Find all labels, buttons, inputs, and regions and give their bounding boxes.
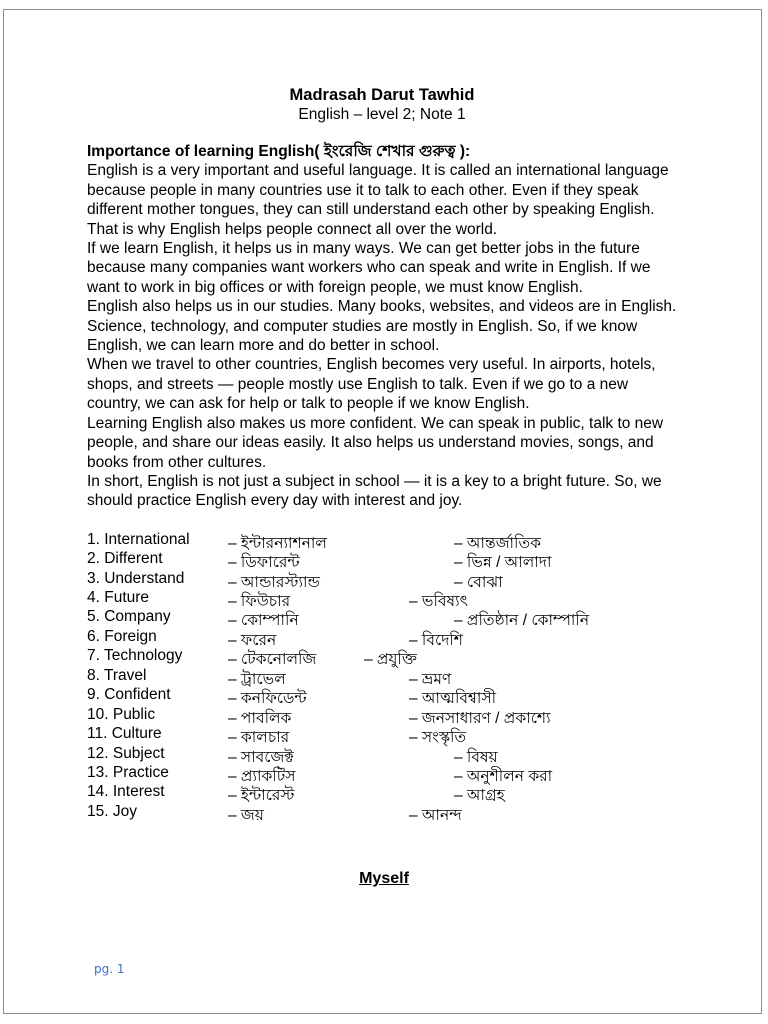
vocab-word: 12. Subject <box>87 744 165 762</box>
vocab-pronunciation: – ডিফারেন্ট <box>228 554 300 572</box>
vocab-word: 8. Travel <box>87 666 147 684</box>
vocab-pronunciation: – কোম্পানি <box>228 612 299 630</box>
paragraph: English is a very important and useful language. It is called an international language because people in many countries use it to talk to each other. Even if they speak different mother tongues, they can still understand each other by speaking English. That is why English helps people connect all over the world. <box>87 162 669 238</box>
vocab-meaning: – ভবিষ্যৎ <box>409 593 468 611</box>
vocab-meaning: – আন্তর্জাতিক <box>454 534 541 552</box>
vocab-meaning: – আগ্রহ <box>454 787 505 805</box>
vocab-meaning: – ভ্রমণ <box>409 670 452 688</box>
vocab-meaning: – প্রযুক্তি <box>364 651 417 669</box>
vocab-pronunciation: – ফরেন <box>228 631 277 649</box>
vocab-pronunciation: – ফিউচার <box>228 593 291 611</box>
document-subtitle: English – level 2; Note 1 <box>298 106 466 123</box>
vocab-word: 5. Company <box>87 608 171 626</box>
vocab-pronunciation: – সাবজেক্ট <box>228 748 294 766</box>
vocabulary-row <box>87 628 677 647</box>
vocab-pronunciation: – কালচার <box>228 729 290 747</box>
vocab-word: 2. Different <box>87 550 163 568</box>
paragraph: English also helps us in our studies. Many books, websites, and videos are in English. Science, technology, and computer studies are mostly in English. So, if we know English, we can learn more and do better in school. <box>87 298 677 355</box>
vocabulary-row <box>87 783 677 805</box>
vocab-word: 6. Foreign <box>87 627 157 645</box>
vocabulary-row <box>87 725 677 747</box>
vocab-meaning: – বিদেশি <box>409 631 463 649</box>
vocab-word: 7. Technology <box>87 647 183 665</box>
vocab-meaning: – আত্মবিশ্বাসী <box>409 690 497 708</box>
vocab-pronunciation: – কনফিডেন্ট <box>228 690 307 708</box>
vocab-pronunciation: – টেকনোলজি <box>228 651 317 669</box>
vocab-word: 13. Practice <box>87 763 169 781</box>
vocab-meaning: – অনুশীলন করা <box>454 767 553 785</box>
vocab-word: 3. Understand <box>87 569 185 587</box>
vocabulary-row <box>87 550 677 572</box>
vocab-word: 15. Joy <box>87 802 137 820</box>
vocab-meaning: – বিষয় <box>454 748 498 766</box>
vocabulary-row <box>87 745 677 764</box>
vocab-meaning: – জনসাধারণ / প্রকাশ্যে <box>409 709 551 727</box>
page-number: pg. 1 <box>94 962 125 976</box>
vocab-pronunciation: – ট্রাভেল <box>228 670 286 688</box>
vocab-word: 1. International <box>87 530 190 548</box>
vocabulary-row <box>87 667 677 686</box>
document-title: Madrasah Darut Tawhid <box>289 86 475 104</box>
vocab-word: 9. Confident <box>87 686 171 704</box>
vocabulary-row <box>87 803 677 822</box>
vocab-meaning: – প্রতিষ্ঠান / কোম্পানি <box>454 612 590 630</box>
vocab-pronunciation: – জয় <box>228 806 264 824</box>
vocab-pronunciation: – পাবলিক <box>228 709 292 727</box>
vocab-word: 10. Public <box>87 705 156 723</box>
vocabulary-row <box>87 570 677 589</box>
vocab-word: 11. Culture <box>87 725 162 743</box>
paragraph: In short, English is not just a subject in school — it is a key to a bright future. So, we should practice English every day with interest and joy. <box>87 472 662 510</box>
vocab-pronunciation: – ইন্টারেস্ট <box>228 787 295 805</box>
vocabulary-row <box>87 589 677 611</box>
vocab-meaning: – বোঝা <box>454 573 503 591</box>
vocabulary-row <box>87 764 677 783</box>
vocabulary-row <box>87 706 677 725</box>
vocab-pronunciation: – প্র্যাকটিস <box>228 767 296 785</box>
section-heading: Importance of learning English( ইংরেজি শেখার গুরুত্ব ): <box>87 143 471 160</box>
vocab-pronunciation: – আন্ডারস্ট্যান্ড <box>228 573 320 591</box>
vocabulary-row <box>87 608 677 630</box>
paragraph: If we learn English, it helps us in many ways. We can get better jobs in the future because many companies want workers who can speak and write in English. If we want to work in big offices or with foreign people, we must know English. <box>87 240 651 296</box>
paragraph: Learning English also makes us more confident. We can speak in public, talk to new people, and share our ideas easily. It also helps us understand movies, songs, and books from other cultures. <box>87 414 664 471</box>
vocab-pronunciation: – ইন্টারন্যাশনাল <box>228 534 327 552</box>
vocab-meaning: – আনন্দ <box>409 806 462 824</box>
document-body <box>87 85 677 822</box>
vocab-meaning: – ভিন্ন / আলাদা <box>454 554 552 572</box>
section-title-myself: Myself <box>359 870 409 887</box>
paragraph: When we travel to other countries, English becomes very useful. In airports, hotels, shops, and streets — people mostly use English to talk. Even if we go to a new country, we can ask for help or talk to people if we know English. <box>87 356 656 413</box>
vocabulary-row <box>87 647 677 669</box>
vocabulary-row <box>87 531 677 550</box>
vocabulary-list <box>87 531 677 823</box>
vocab-word: 4. Future <box>87 589 150 607</box>
vocab-meaning: – সংস্কৃতি <box>409 729 467 747</box>
vocab-word: 14. Interest <box>87 783 165 801</box>
vocabulary-row <box>87 686 677 708</box>
